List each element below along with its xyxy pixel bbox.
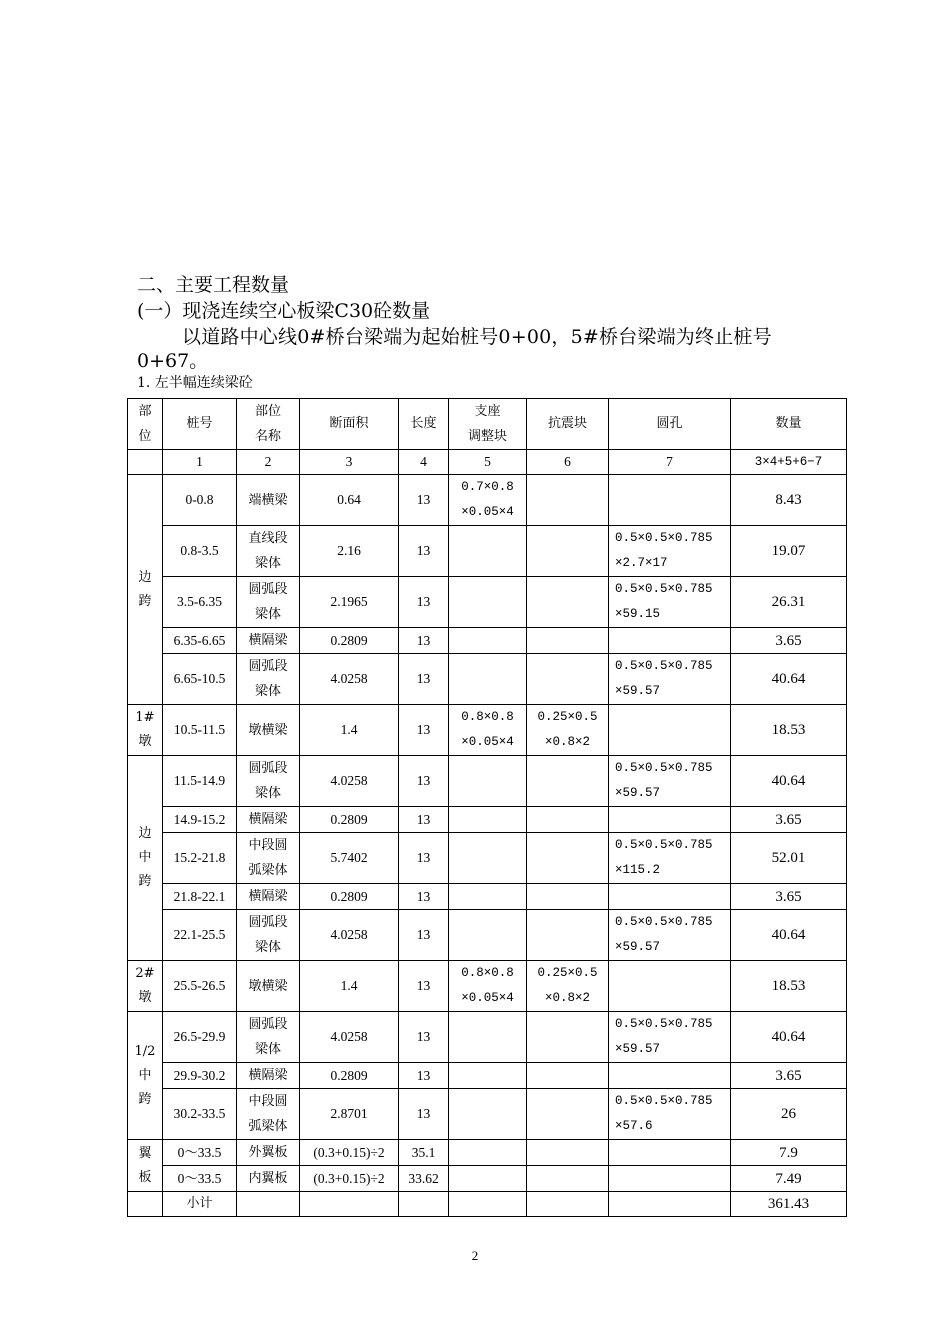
- hole-cell: 0.5×0.5×0.785 ×57.6: [609, 1089, 731, 1140]
- subtotal-row: [128, 1192, 847, 1217]
- table-row: [128, 1012, 847, 1063]
- hole-cell: [609, 1063, 731, 1089]
- pile-cell: 14.9-15.2: [163, 807, 237, 833]
- qty-cell: 18.53: [731, 961, 847, 1012]
- table-header-row: [128, 399, 847, 450]
- hole-cell: [609, 961, 731, 1012]
- seismic-cell: [527, 1063, 609, 1089]
- pile-cell: 30.2-33.5: [163, 1089, 237, 1140]
- index-blank: [128, 450, 163, 475]
- header-hole: 圆孔: [609, 399, 731, 450]
- name-cell: 圆弧段 梁体: [237, 577, 300, 628]
- header-pile: 桩号: [163, 399, 237, 450]
- index-cell: 6: [527, 450, 609, 475]
- length-cell: 13: [399, 1063, 449, 1089]
- area-cell: 1.4: [300, 961, 399, 1012]
- table-row: [128, 577, 847, 628]
- length-cell: 13: [399, 654, 449, 705]
- support-cell: [449, 1012, 527, 1063]
- subtotal-blank: [128, 1192, 163, 1217]
- seismic-cell: 0.25×0.5 ×0.8×2: [527, 705, 609, 756]
- seismic-cell: 0.25×0.5 ×0.8×2: [527, 961, 609, 1012]
- area-cell: 2.1965: [300, 577, 399, 628]
- subtotal-qty: 361.43: [731, 1192, 847, 1217]
- pile-cell: 11.5-14.9: [163, 756, 237, 807]
- qty-cell: 18.53: [731, 705, 847, 756]
- length-cell: 13: [399, 884, 449, 910]
- support-cell: [449, 910, 527, 961]
- index-cell: 2: [237, 450, 300, 475]
- length-cell: 13: [399, 807, 449, 833]
- pile-cell: 10.5-11.5: [163, 705, 237, 756]
- support-cell: [449, 756, 527, 807]
- subtotal-blank: [609, 1192, 731, 1217]
- index-cell: 3: [300, 450, 399, 475]
- hole-cell: [609, 705, 731, 756]
- name-cell: 圆弧段 梁体: [237, 1012, 300, 1063]
- table-row: [128, 961, 847, 1012]
- qty-cell: 40.64: [731, 1012, 847, 1063]
- qty-cell: 52.01: [731, 833, 847, 884]
- hole-cell: [609, 1166, 731, 1192]
- group-label: 2# 墩: [128, 961, 163, 1012]
- pile-cell: 26.5-29.9: [163, 1012, 237, 1063]
- subtotal-blank: [237, 1192, 300, 1217]
- table-row: [128, 705, 847, 756]
- group-label: 翼 板: [128, 1140, 163, 1192]
- name-cell: 中段圆 弧梁体: [237, 1089, 300, 1140]
- subtotal-blank: [300, 1192, 399, 1217]
- page-number: 2: [471, 1248, 479, 1263]
- length-cell: 13: [399, 1012, 449, 1063]
- index-cell: 5: [449, 450, 527, 475]
- length-cell: 13: [399, 910, 449, 961]
- name-cell: 横隔梁: [237, 807, 300, 833]
- hole-cell: [609, 475, 731, 526]
- hole-cell: 0.5×0.5×0.785 ×59.57: [609, 654, 731, 705]
- support-cell: [449, 628, 527, 654]
- subtotal-label: 小计: [163, 1192, 237, 1217]
- table-row: [128, 1140, 847, 1166]
- qty-cell: 26: [731, 1089, 847, 1140]
- length-cell: 13: [399, 577, 449, 628]
- area-cell: 4.0258: [300, 654, 399, 705]
- hole-cell: 0.5×0.5×0.785 ×59.57: [609, 1012, 731, 1063]
- subtotal-blank: [449, 1192, 527, 1217]
- header-area: 断面积: [300, 399, 399, 450]
- qty-cell: 26.31: [731, 577, 847, 628]
- support-cell: [449, 1140, 527, 1166]
- name-cell: 墩横梁: [237, 961, 300, 1012]
- group-label: 边 跨: [128, 475, 163, 705]
- length-cell: 13: [399, 961, 449, 1012]
- seismic-cell: [527, 807, 609, 833]
- qty-cell: 8.43: [731, 475, 847, 526]
- length-cell: 13: [399, 833, 449, 884]
- name-cell: 圆弧段 梁体: [237, 654, 300, 705]
- pile-cell: 0～33.5: [163, 1166, 237, 1192]
- subtotal-blank: [399, 1192, 449, 1217]
- name-cell: 墩横梁: [237, 705, 300, 756]
- seismic-cell: [527, 1166, 609, 1192]
- support-cell: [449, 654, 527, 705]
- table-row: [128, 1166, 847, 1192]
- pile-cell: 15.2-21.8: [163, 833, 237, 884]
- pile-cell: 29.9-30.2: [163, 1063, 237, 1089]
- name-cell: 横隔梁: [237, 884, 300, 910]
- name-cell: 直线段 梁体: [237, 526, 300, 577]
- pile-cell: 6.65-10.5: [163, 654, 237, 705]
- area-cell: 4.0258: [300, 756, 399, 807]
- seismic-cell: [527, 526, 609, 577]
- support-cell: [449, 807, 527, 833]
- seismic-cell: [527, 756, 609, 807]
- name-cell: 内翼板: [237, 1166, 300, 1192]
- seismic-cell: [527, 1012, 609, 1063]
- length-cell: 13: [399, 628, 449, 654]
- seismic-cell: [527, 1140, 609, 1166]
- hole-cell: [609, 1140, 731, 1166]
- support-cell: [449, 1089, 527, 1140]
- seismic-cell: [527, 833, 609, 884]
- area-cell: 0.2809: [300, 807, 399, 833]
- table-row: [128, 1063, 847, 1089]
- name-cell: 横隔梁: [237, 628, 300, 654]
- section-heading: 二、主要工程数量: [137, 274, 290, 296]
- length-cell: 33.62: [399, 1166, 449, 1192]
- area-cell: 0.2809: [300, 884, 399, 910]
- support-cell: 0.7×0.8 ×0.05×4: [449, 475, 527, 526]
- area-cell: 5.7402: [300, 833, 399, 884]
- table-row: [128, 1089, 847, 1140]
- table-row: [128, 628, 847, 654]
- qty-cell: 3.65: [731, 884, 847, 910]
- table-row: [128, 475, 847, 526]
- header-support: 支座 调整块: [449, 399, 527, 450]
- length-cell: 13: [399, 1089, 449, 1140]
- subtotal-blank: [527, 1192, 609, 1217]
- area-cell: 0.2809: [300, 628, 399, 654]
- subsection-heading: (一）现浇连续空心板梁C30砼数量: [137, 300, 431, 322]
- area-cell: (0.3+0.15)÷2: [300, 1166, 399, 1192]
- group-label: 边 中 跨: [128, 756, 163, 961]
- table-row: [128, 833, 847, 884]
- pile-cell: 21.8-22.1: [163, 884, 237, 910]
- header-length: 长度: [399, 399, 449, 450]
- qty-cell: 7.49: [731, 1166, 847, 1192]
- pile-cell: 6.35-6.65: [163, 628, 237, 654]
- name-cell: 中段圆 弧梁体: [237, 833, 300, 884]
- support-cell: [449, 577, 527, 628]
- header-name: 部位 名称: [237, 399, 300, 450]
- quantity-table: [127, 398, 847, 1217]
- area-cell: (0.3+0.15)÷2: [300, 1140, 399, 1166]
- hole-cell: 0.5×0.5×0.785 ×59.15: [609, 577, 731, 628]
- length-cell: 13: [399, 705, 449, 756]
- pile-cell: 22.1-25.5: [163, 910, 237, 961]
- hole-cell: 0.5×0.5×0.785 ×2.7×17: [609, 526, 731, 577]
- name-cell: 圆弧段 梁体: [237, 756, 300, 807]
- name-cell: 外翼板: [237, 1140, 300, 1166]
- name-cell: 圆弧段 梁体: [237, 910, 300, 961]
- area-cell: 0.2809: [300, 1063, 399, 1089]
- header-seismic: 抗震块: [527, 399, 609, 450]
- area-cell: 0.64: [300, 475, 399, 526]
- hole-cell: 0.5×0.5×0.785 ×115.2: [609, 833, 731, 884]
- qty-cell: 7.9: [731, 1140, 847, 1166]
- table-row: [128, 654, 847, 705]
- index-cell: 4: [399, 450, 449, 475]
- index-cell: 1: [163, 450, 237, 475]
- length-cell: 13: [399, 526, 449, 577]
- qty-cell: 40.64: [731, 756, 847, 807]
- seismic-cell: [527, 654, 609, 705]
- qty-cell: 19.07: [731, 526, 847, 577]
- hole-cell: [609, 807, 731, 833]
- pile-cell: 0～33.5: [163, 1140, 237, 1166]
- table-row: [128, 526, 847, 577]
- length-cell: 35.1: [399, 1140, 449, 1166]
- qty-cell: 3.65: [731, 1063, 847, 1089]
- name-cell: 端横梁: [237, 475, 300, 526]
- seismic-cell: [527, 910, 609, 961]
- seismic-cell: [527, 628, 609, 654]
- area-cell: 2.8701: [300, 1089, 399, 1140]
- qty-cell: 3.65: [731, 807, 847, 833]
- index-cell: 7: [609, 450, 731, 475]
- pile-cell: 0.8-3.5: [163, 526, 237, 577]
- index-formula: 3×4+5+6−7: [731, 450, 847, 475]
- support-cell: [449, 526, 527, 577]
- seismic-cell: [527, 577, 609, 628]
- qty-cell: 40.64: [731, 910, 847, 961]
- hole-cell: 0.5×0.5×0.785 ×59.57: [609, 910, 731, 961]
- support-cell: 0.8×0.8 ×0.05×4: [449, 961, 527, 1012]
- table-row: [128, 756, 847, 807]
- table-caption: 1. 左半幅连续梁砼: [137, 375, 253, 391]
- area-cell: 4.0258: [300, 1012, 399, 1063]
- header-qty: 数量: [731, 399, 847, 450]
- name-cell: 横隔梁: [237, 1063, 300, 1089]
- qty-cell: 40.64: [731, 654, 847, 705]
- support-cell: 0.8×0.8 ×0.05×4: [449, 705, 527, 756]
- pile-cell: 3.5-6.35: [163, 577, 237, 628]
- support-cell: [449, 833, 527, 884]
- seismic-cell: [527, 1089, 609, 1140]
- area-cell: 2.16: [300, 526, 399, 577]
- length-cell: 13: [399, 475, 449, 526]
- pile-cell: 25.5-26.5: [163, 961, 237, 1012]
- intro-paragraph-line-2: 0+67。: [137, 350, 209, 372]
- index-row: [128, 450, 847, 475]
- hole-cell: [609, 628, 731, 654]
- length-cell: 13: [399, 756, 449, 807]
- table-row: [128, 910, 847, 961]
- intro-paragraph-line-1: 以道路中心线0#桥台梁端为起始桩号0+00，5#桥台梁端为终止桩号: [182, 326, 772, 348]
- table-row: [128, 807, 847, 833]
- group-label: 1/2 中 跨: [128, 1012, 163, 1140]
- seismic-cell: [527, 884, 609, 910]
- group-label: 1# 墩: [128, 705, 163, 756]
- area-cell: 1.4: [300, 705, 399, 756]
- area-cell: 4.0258: [300, 910, 399, 961]
- seismic-cell: [527, 475, 609, 526]
- header-part: 部 位: [128, 399, 163, 450]
- hole-cell: 0.5×0.5×0.785 ×59.57: [609, 756, 731, 807]
- hole-cell: [609, 884, 731, 910]
- pile-cell: 0-0.8: [163, 475, 237, 526]
- qty-cell: 3.65: [731, 628, 847, 654]
- support-cell: [449, 1063, 527, 1089]
- support-cell: [449, 884, 527, 910]
- table-row: [128, 884, 847, 910]
- support-cell: [449, 1166, 527, 1192]
